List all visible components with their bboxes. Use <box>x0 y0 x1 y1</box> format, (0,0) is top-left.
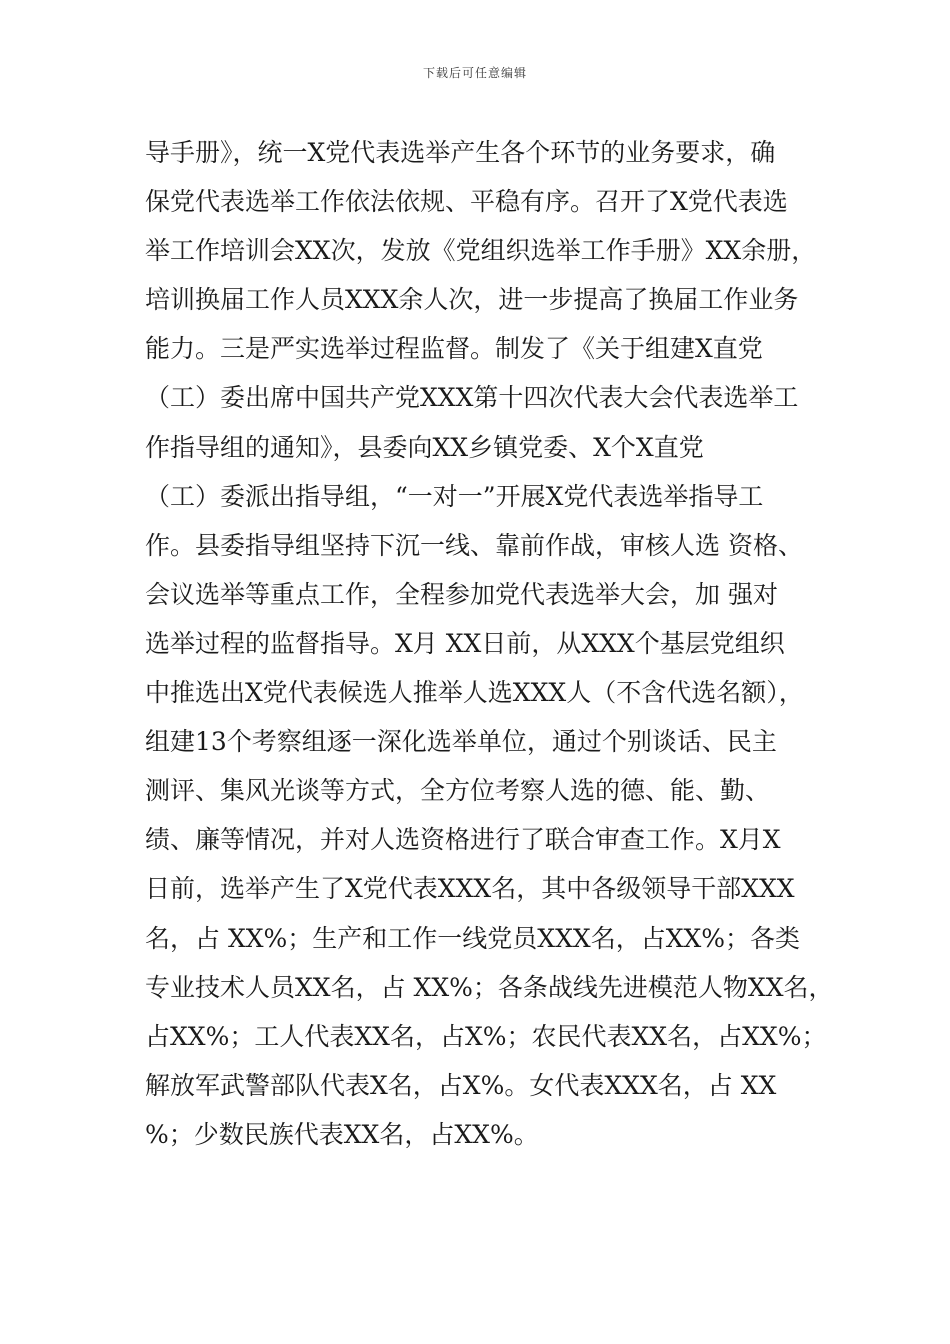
text-line: 日前，选举产生了X党代表XXX名，其中各级领导干部XXX <box>145 874 795 904</box>
text-line: 能力。三是严实选举过程监督。制发了《关于组建X直党 <box>145 334 763 364</box>
text-line: 举工作培训会XX次，发放《党组织选举工作手册》XX余册， <box>145 236 817 266</box>
text-line: 名，占 XX%；生产和工作一线党员XXX名，占XX%；各类 <box>145 923 801 953</box>
text-line: （工）委出席中国共产党XXX第十四次代表大会代表选举工 <box>145 383 799 413</box>
text-line: 选举过程的监督指导。X月 XX日前，从XXX个基层党组织 <box>145 628 785 658</box>
text-line: 作指导组的通知》，县委向XX乡镇党委、X个X直党 <box>145 432 704 462</box>
body-text <box>145 128 845 1159</box>
text-line: 解放军武警部队代表X名，占X%。女代表XXX名，占 XX <box>145 1070 777 1100</box>
text-line: 保党代表选举工作依法依规、平稳有序。召开了X党代表选 <box>145 187 788 217</box>
text-line: 会议选举等重点工作，全程参加党代表选举大会，加 强对 <box>145 579 778 609</box>
text-line: 作。县委指导组坚持下沉一线、靠前作战，审核人选 资格、 <box>145 530 803 560</box>
text-line: 导手册》，统一X党代表选举产生各个环节的业务要求，确 <box>145 138 776 167</box>
text-line: 组建13个考察组逐一深化选举单位，通过个别谈话、民主 <box>145 727 777 757</box>
text-line: 绩、廉等情况，并对人选资格进行了联合审查工作。X月X <box>145 825 781 855</box>
header-note: 下载后可任意编辑 <box>422 66 527 80</box>
text-line: 中推选出X党代表候选人推举人选XXX人（不含代选名额）， <box>145 678 804 708</box>
text-line: 专业技术人员XX名，占 XX%；各条战线先进模范人物XX名， <box>145 972 834 1002</box>
text-line: 占XX%；工人代表XX名，占X%；农民代表XX名，占XX%； <box>145 1021 827 1051</box>
text-line: 培训换届工作人员XXX余人次，进一步提高了换届工作业务 <box>145 285 799 315</box>
text-line: %；少数民族代表XX名，占XX%。 <box>145 1119 539 1149</box>
text-line: （工）委派出指导组，“一对一”开展X党代表选举指导工 <box>145 481 764 511</box>
text-line: 测评、集风光谈等方式，全方位考察人选的德、能、勤、 <box>145 776 771 806</box>
